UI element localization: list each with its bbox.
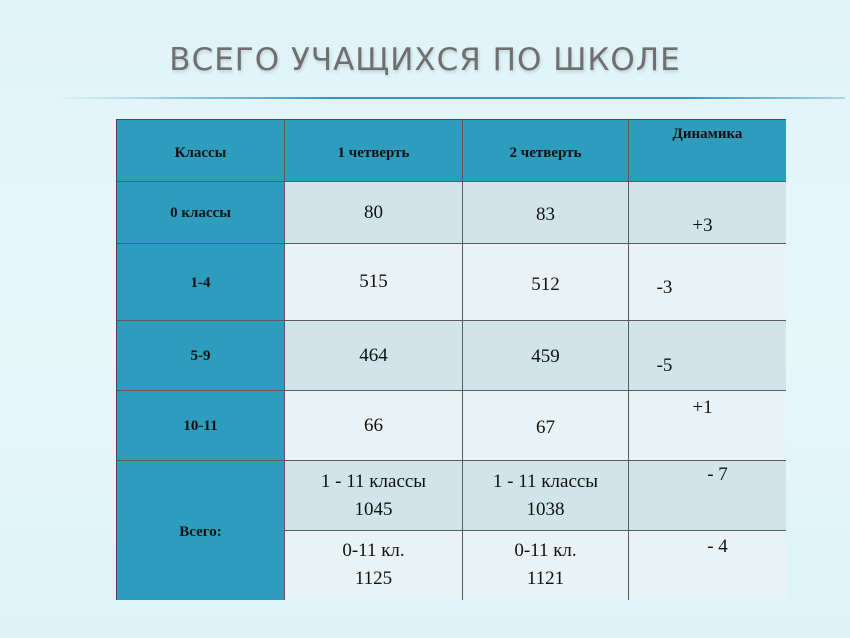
row-q2-value: 459 xyxy=(531,346,560,367)
total-q2-cell xyxy=(463,531,629,600)
row-label-cell xyxy=(117,244,285,321)
header-q2-label: 2 четверть xyxy=(509,145,582,161)
slide-title: ВСЕГО УЧАЩИХСЯ ПО ШКОЛЕ xyxy=(169,42,681,78)
row-q2-cell xyxy=(463,321,629,391)
row-q1-cell xyxy=(285,321,463,391)
row-label-cell xyxy=(117,321,285,391)
row-label: 5-9 xyxy=(190,348,211,364)
total-q1-label: 0-11 кл. xyxy=(342,540,405,561)
row-q2-value: 512 xyxy=(531,274,560,295)
total-q2-label: 1 - 11 классы xyxy=(492,471,599,492)
header-q2 xyxy=(463,120,629,182)
total-dyn-value: - 7 xyxy=(707,464,728,485)
row-label: 10-11 xyxy=(183,418,218,434)
total-q1-value: 1125 xyxy=(354,568,393,589)
row-q1-cell xyxy=(285,244,463,321)
row-q1-cell xyxy=(285,182,463,244)
row-q2-value: 67 xyxy=(536,417,555,438)
row-q2-cell xyxy=(463,244,629,321)
row-q1-value: 66 xyxy=(364,415,383,436)
row-q1-value: 464 xyxy=(359,345,388,366)
row-q2-value: 83 xyxy=(536,204,555,225)
header-dynamics-label: Динамика xyxy=(672,126,743,142)
row-label: 0 классы xyxy=(170,205,231,221)
total-dyn-cell xyxy=(629,531,786,600)
row-dyn-value: +3 xyxy=(692,215,713,236)
header-q1-label: 1 четверть xyxy=(337,145,410,161)
total-q2-cell xyxy=(463,461,629,531)
total-dyn-cell xyxy=(629,461,786,531)
row-dyn-cell xyxy=(629,321,786,391)
row-dyn-value: -3 xyxy=(656,277,673,298)
students-table xyxy=(116,119,786,600)
row-q2-cell xyxy=(463,182,629,244)
total-q1-cell xyxy=(285,461,463,531)
total-q2-label: 0-11 кл. xyxy=(514,540,577,561)
header-classes xyxy=(117,120,285,182)
total-q2-value: 1038 xyxy=(526,499,565,520)
header-dynamics xyxy=(629,120,786,182)
row-dyn-cell xyxy=(629,391,786,461)
total-q1-label: 1 - 11 классы xyxy=(320,471,427,492)
row-label-cell xyxy=(117,182,285,244)
row-q1-value: 515 xyxy=(359,271,388,292)
title-divider xyxy=(55,97,845,99)
row-label: 1-4 xyxy=(190,275,211,291)
total-q1-cell xyxy=(285,531,463,600)
header-q1 xyxy=(285,120,463,182)
row-q1-cell xyxy=(285,391,463,461)
total-dyn-value: - 4 xyxy=(707,536,728,557)
row-dyn-cell xyxy=(629,244,786,321)
row-dyn-value: -5 xyxy=(656,355,673,376)
total-q2-value: 1121 xyxy=(526,568,565,589)
row-q1-value: 80 xyxy=(364,202,383,223)
header-classes-label: Классы xyxy=(174,145,227,161)
row-q2-cell xyxy=(463,391,629,461)
row-dyn-value: +1 xyxy=(692,397,713,418)
row-dyn-cell xyxy=(629,182,786,244)
total-label-cell xyxy=(117,461,285,600)
total-label: Всего: xyxy=(179,524,222,540)
row-label-cell xyxy=(117,391,285,461)
total-q1-value: 1045 xyxy=(354,499,393,520)
